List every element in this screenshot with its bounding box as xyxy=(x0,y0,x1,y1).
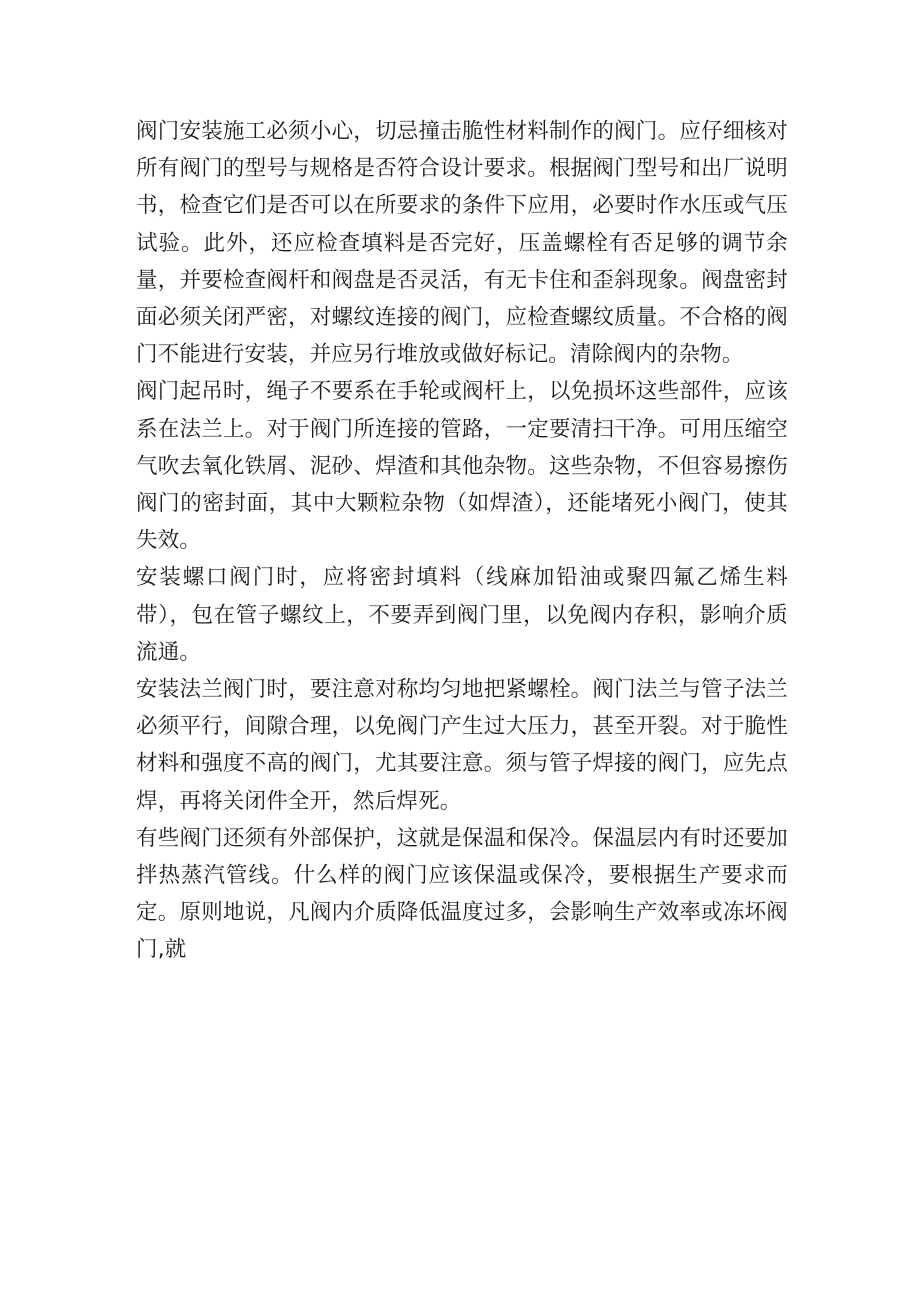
paragraph-threaded-valve: 安装螺口阀门时，应将密封填料（线麻加铅油或聚四氟乙烯生料带），包在管子螺纹上，不要弄到阀门里，以免阀内存积，影响介质流通。 xyxy=(136,565,788,665)
paragraph-valve-inspection: 阀门安装施工必须小心，切忌撞击脆性材料制作的阀门。应仔细核对所有阀门的型号与规格是否符合设计要求。根据阀门型号和出厂说明书，检查它们是否可以在所要求的条件下应用，必要时作水压或气压试验。此外，还应检查填料是否完好，压盖螺栓有否足够的调节余量，并要检查阀杆和阀盘是否灵活，有无卡住和歪斜现象。阀盘密封面必须关闭严密，对螺纹连接的阀门，应检查螺纹质量。不合格的阀门不能进行安装，并应另行堆放或做好标记。清除阀内的杂物。 xyxy=(136,119,788,368)
document-body xyxy=(136,113,788,969)
paragraph-insulation: 有些阀门还须有外部保护，这就是保温和保冷。保温层内有时还要加拌热蒸汽管线。什么样的阀门应该保温或保冷，要根据生产要求而定。原则地说，凡阀内介质降低温度过多，会影响生产效率或冻坏阀门,就 xyxy=(136,825,788,963)
paragraph-flanged-valve: 安装法兰阀门时，要注意对称均匀地把紧螺栓。阀门法兰与管子法兰必须平行，间隙合理，以免阀门产生过大压力，甚至开裂。对于脆性材料和强度不高的阀门，尤其要注意。须与管子焊接的阀门，应先点焊，再将关闭件全开，然后焊死。 xyxy=(136,677,788,814)
paragraph-valve-lifting: 阀门起吊时，绳子不要系在手轮或阀杆上，以免损坏这些部件，应该系在法兰上。对于阀门所连接的管路，一定要清扫干净。可用压缩空气吹去氧化铁屑、泥砂、焊渣和其他杂物。这些杂物，不但容易擦伤阀门的密封面，其中大颗粒杂物（如焊渣），还能堵死小阀门，使其失效。 xyxy=(136,379,788,554)
